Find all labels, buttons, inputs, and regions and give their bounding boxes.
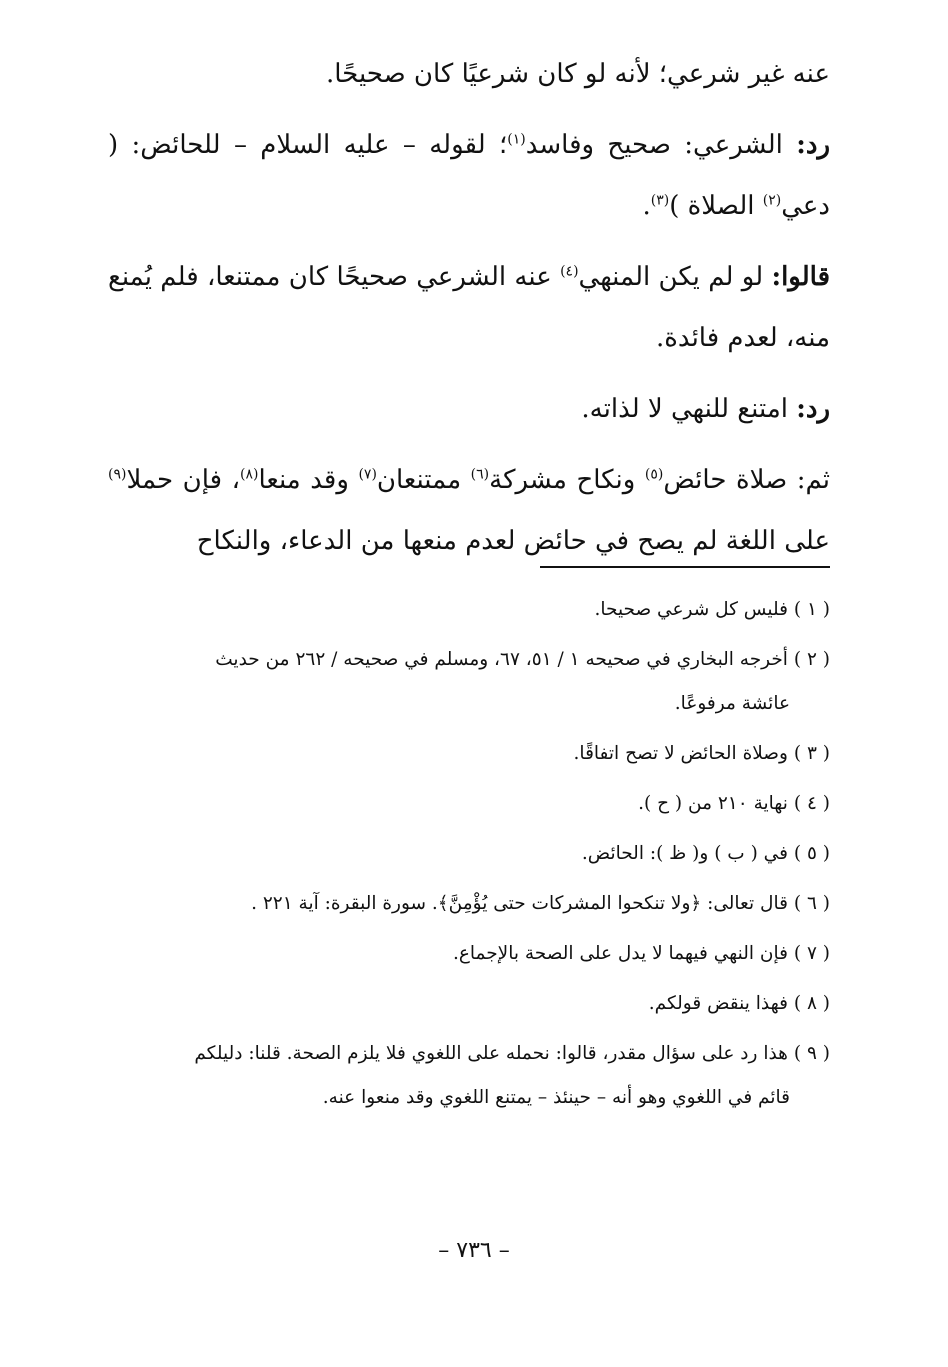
paragraph-3: قالوا: لو لم يكن المنهي$^{(٤)}$ عنه الشرعي صحيحًا كان ممتنعا، فلم يُمنع منه، لعدم فائدة.: [108, 262, 831, 353]
footnotes: [108, 588, 830, 1126]
footnote-2: ( ٢ ) أخرجه البخاري في صحيحه ١ / ٥١، ٦٧، ومسلم في صحيحه / ٢٦٢ من حديث عائشة مرفوعًا.: [215, 649, 830, 714]
reply-label: رد:: [796, 394, 830, 424]
footnote-ref-6[interactable]: (٦): [470, 466, 490, 483]
footnote-4: ( ٤ ) نهاية ٢١٠ من ( ح ).: [638, 793, 830, 814]
footnote-9: ( ٩ ) هذا رد على سؤال مقدر، قالوا: نحمله على اللغوي فلا يلزم الصحة. قلنا: دليلكم قائم في اللغوي وهو أنه – حينئذ – يمتنع اللغوي وقد منعوا عنه.: [194, 1043, 830, 1108]
page-number: – ٧٣٦ –: [438, 1238, 510, 1263]
footnote-ref-3[interactable]: (٣): [650, 192, 670, 209]
paragraph-2: رد: الشرعي: صحيح وفاسد$^{(١)}$؛ لقوله – عليه السلام – للحائض: ( دعي$^{(٢)}$ الصلاة )$^{(٣)}$.: [108, 130, 830, 221]
paragraph-5: ثم: صلاة حائض$^{(٥)}$ ونكاح مشركة$^{(٦)}$ ممتنعان$^{(٧)}$ وقد منعا$^{(٨)}$، فإن حملا$^{(٩)}$ على اللغة لم يصح في حائض لعدم منعها من الدعاء، والنكاح: [108, 465, 831, 556]
reply-label: رد:: [796, 130, 830, 160]
footnote-ref-7[interactable]: (٧): [358, 466, 377, 483]
footnote-ref-4[interactable]: (٤): [560, 263, 579, 280]
footnote-1: ( ١ ) فليس كل شرعي صحيحا.: [594, 599, 830, 620]
footnote-ref-2[interactable]: (٢): [762, 192, 782, 209]
footnote-6: ( ٦ ) قال تعالى: ﴿ولا تنكحوا المشركات حتى يُؤْمِنَّ﴾. سورة البقرة: آية ٢٢١ .: [251, 893, 830, 914]
footnote-5: ( ٥ ) في ( ب ) و( ظ ): الحائض.: [581, 843, 830, 864]
footnote-ref-1[interactable]: (١): [507, 131, 526, 148]
footnote-3: ( ٣ ) وصلاة الحائض لا تصح اتفاقًا.: [573, 743, 830, 764]
paragraph-1: عنه غير شرعي؛ لأنه لو كان شرعيًا كان صحيحًا.: [325, 59, 830, 89]
footnote-ref-8[interactable]: (٨): [240, 466, 259, 483]
footnote-ref-5[interactable]: (٥): [644, 466, 664, 483]
footnote-ref-9[interactable]: (٩): [108, 466, 127, 483]
footnote-7: ( ٧ ) فإن النهي فيهما لا يدل على الصحة بالإجماع.: [452, 943, 830, 964]
footnote-8: ( ٨ ) فهذا ينقض قولكم.: [648, 993, 830, 1014]
main-text: [108, 44, 830, 578]
footnote-separator: [540, 566, 830, 568]
paragraph-4: رد: امتنع للنهي لا لذاته.: [581, 394, 830, 424]
they-said-label: قالوا:: [771, 262, 831, 292]
